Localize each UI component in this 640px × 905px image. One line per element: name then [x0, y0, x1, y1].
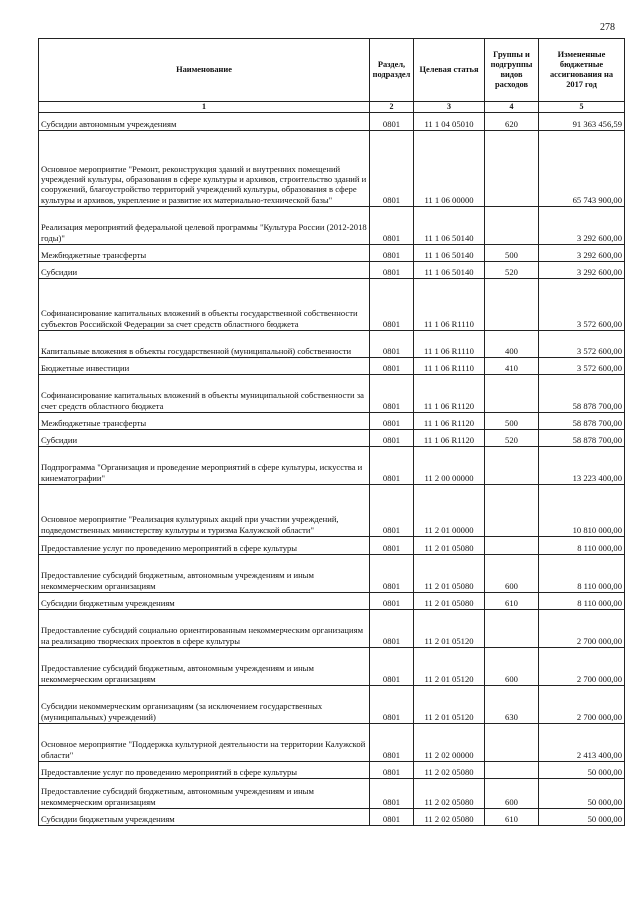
- column-number: 4: [485, 102, 539, 113]
- table-row: [39, 262, 625, 279]
- row-group: 600: [485, 555, 539, 593]
- row-section: 0801: [370, 648, 414, 686]
- row-amount: 50 000,00: [539, 809, 625, 826]
- table-row: [39, 762, 625, 779]
- row-amount: 65 743 900,00: [539, 131, 625, 207]
- row-article: 11 1 06 R1120: [414, 413, 485, 430]
- row-section: 0801: [370, 724, 414, 762]
- row-section: 0801: [370, 279, 414, 331]
- row-article: 11 2 02 05080: [414, 762, 485, 779]
- row-article: 11 2 01 05080: [414, 593, 485, 610]
- row-name: Межбюджетные трансферты: [39, 245, 370, 262]
- row-article: 11 2 02 05080: [414, 779, 485, 809]
- row-name: Субсидии: [39, 430, 370, 447]
- row-amount: 2 700 000,00: [539, 648, 625, 686]
- row-amount: 50 000,00: [539, 762, 625, 779]
- row-section: 0801: [370, 430, 414, 447]
- row-group: [485, 447, 539, 485]
- row-group: 500: [485, 245, 539, 262]
- row-article: 11 1 06 00000: [414, 131, 485, 207]
- row-article: 11 1 06 50140: [414, 207, 485, 245]
- header-article: Целевая статья: [414, 39, 485, 102]
- header-groups: Группы и подгруппы видов расходов: [485, 39, 539, 102]
- row-group: [485, 375, 539, 413]
- row-name: Основное мероприятие "Поддержка культурной деятельности на территории Калужской области": [39, 724, 370, 762]
- row-section: 0801: [370, 686, 414, 724]
- row-article: 11 2 00 00000: [414, 447, 485, 485]
- row-article: 11 1 06 R1110: [414, 358, 485, 375]
- column-number-row: [39, 102, 625, 113]
- row-name: Основное мероприятие "Ремонт, реконструкция зданий и внутренних помещений учреждений культуры, образования в сфере культуры и архивов, строительство зданий и сооружений, благоустройство территорий учреждений культуры, образования в сфере культуры и архивов, укрепление и развитие их материально-технической базы": [39, 131, 370, 207]
- table-row: [39, 430, 625, 447]
- row-name: Предоставление субсидий социально ориентированным некоммерческим организациям на реализацию творческих проектов в сфере культуры: [39, 610, 370, 648]
- row-amount: 2 700 000,00: [539, 610, 625, 648]
- row-group: 500: [485, 413, 539, 430]
- row-name: Межбюджетные трансферты: [39, 413, 370, 430]
- row-group: [485, 207, 539, 245]
- row-group: 620: [485, 113, 539, 131]
- row-amount: 2 413 400,00: [539, 724, 625, 762]
- row-article: 11 2 01 05080: [414, 555, 485, 593]
- table-row: [39, 279, 625, 331]
- row-amount: 58 878 700,00: [539, 375, 625, 413]
- row-section: 0801: [370, 537, 414, 555]
- table-row: [39, 413, 625, 430]
- table-row: [39, 686, 625, 724]
- row-article: 11 1 06 R1120: [414, 430, 485, 447]
- page-number: 278: [600, 22, 615, 33]
- row-group: 520: [485, 262, 539, 279]
- table-row: [39, 447, 625, 485]
- row-amount: 8 110 000,00: [539, 537, 625, 555]
- row-section: 0801: [370, 113, 414, 131]
- row-amount: 10 810 000,00: [539, 485, 625, 537]
- row-name: Предоставление услуг по проведению мероприятий в сфере культуры: [39, 762, 370, 779]
- row-name: Субсидии бюджетным учреждениям: [39, 809, 370, 826]
- row-name: Капитальные вложения в объекты государственной (муниципальной) собственности: [39, 331, 370, 358]
- row-section: 0801: [370, 262, 414, 279]
- table-row: [39, 245, 625, 262]
- row-article: 11 2 01 00000: [414, 485, 485, 537]
- row-name: Софинансирование капитальных вложений в объекты муниципальной собственности за счет средств областного бюджета: [39, 375, 370, 413]
- row-article: 11 1 06 R1110: [414, 279, 485, 331]
- table-row: [39, 207, 625, 245]
- row-article: 11 2 01 05080: [414, 537, 485, 555]
- table-row: [39, 375, 625, 413]
- column-number: 2: [370, 102, 414, 113]
- row-name: Предоставление субсидий бюджетным, автономным учреждениям и иным некоммерческим организациям: [39, 779, 370, 809]
- row-name: Основное мероприятие "Реализация культурных акций при участии учреждений, подведомственных министерству культуры и туризма Калужской области": [39, 485, 370, 537]
- row-article: 11 1 06 50140: [414, 245, 485, 262]
- row-section: 0801: [370, 413, 414, 430]
- row-section: 0801: [370, 207, 414, 245]
- row-amount: 58 878 700,00: [539, 430, 625, 447]
- row-amount: 50 000,00: [539, 779, 625, 809]
- row-article: 11 2 02 00000: [414, 724, 485, 762]
- row-section: 0801: [370, 331, 414, 358]
- table-row: [39, 809, 625, 826]
- row-group: 600: [485, 648, 539, 686]
- row-name: Предоставление субсидий бюджетным, автономным учреждениям и иным некоммерческим организациям: [39, 555, 370, 593]
- row-section: 0801: [370, 779, 414, 809]
- row-section: 0801: [370, 131, 414, 207]
- table-header-row: [39, 39, 625, 102]
- row-section: 0801: [370, 447, 414, 485]
- row-group: [485, 131, 539, 207]
- row-group: 610: [485, 593, 539, 610]
- row-name: Предоставление субсидий бюджетным, автономным учреждениям и иным некоммерческим организациям: [39, 648, 370, 686]
- row-amount: 8 110 000,00: [539, 555, 625, 593]
- column-number: 1: [39, 102, 370, 113]
- row-name: Реализация мероприятий федеральной целевой программы "Культура России (2012-2018 годы)": [39, 207, 370, 245]
- row-group: [485, 762, 539, 779]
- row-amount: 91 363 456,59: [539, 113, 625, 131]
- row-section: 0801: [370, 245, 414, 262]
- table-row: [39, 724, 625, 762]
- table-row: [39, 358, 625, 375]
- table-row: [39, 555, 625, 593]
- row-group: [485, 724, 539, 762]
- row-article: 11 1 06 R1110: [414, 331, 485, 358]
- row-name: Субсидии некоммерческим организациям (за исключением государственных (муниципальных) учреждений): [39, 686, 370, 724]
- table-row: [39, 779, 625, 809]
- row-amount: 3 572 600,00: [539, 358, 625, 375]
- row-section: 0801: [370, 375, 414, 413]
- row-section: 0801: [370, 593, 414, 610]
- row-article: 11 1 06 R1120: [414, 375, 485, 413]
- row-article: 11 1 04 05010: [414, 113, 485, 131]
- row-article: 11 2 01 05120: [414, 648, 485, 686]
- table-row: [39, 113, 625, 131]
- row-group: [485, 537, 539, 555]
- row-name: Софинансирование капитальных вложений в объекты государственной собственности субъектов Российской Федерации за счет средств областного бюджета: [39, 279, 370, 331]
- table-row: [39, 648, 625, 686]
- row-article: 11 2 01 05120: [414, 610, 485, 648]
- row-amount: 3 572 600,00: [539, 279, 625, 331]
- row-section: 0801: [370, 809, 414, 826]
- row-article: 11 2 02 05080: [414, 809, 485, 826]
- row-section: 0801: [370, 610, 414, 648]
- row-amount: 3 572 600,00: [539, 331, 625, 358]
- row-section: 0801: [370, 555, 414, 593]
- row-group: [485, 485, 539, 537]
- row-amount: 8 110 000,00: [539, 593, 625, 610]
- row-group: 410: [485, 358, 539, 375]
- row-article: 11 1 06 50140: [414, 262, 485, 279]
- row-amount: 58 878 700,00: [539, 413, 625, 430]
- table-row: [39, 331, 625, 358]
- column-number: 5: [539, 102, 625, 113]
- row-name: Подпрограмма "Организация и проведение мероприятий в сфере культуры, искусства и кинематографии": [39, 447, 370, 485]
- table-row: [39, 485, 625, 537]
- row-amount: 2 700 000,00: [539, 686, 625, 724]
- table-row: [39, 537, 625, 555]
- row-group: 600: [485, 779, 539, 809]
- column-number: 3: [414, 102, 485, 113]
- table-row: [39, 131, 625, 207]
- row-article: 11 2 01 05120: [414, 686, 485, 724]
- row-name: Субсидии: [39, 262, 370, 279]
- row-group: 610: [485, 809, 539, 826]
- row-section: 0801: [370, 485, 414, 537]
- header-amount: Измененные бюджетные ассигнования на 2017 год: [539, 39, 625, 102]
- row-amount: 3 292 600,00: [539, 245, 625, 262]
- row-amount: 3 292 600,00: [539, 262, 625, 279]
- row-group: 400: [485, 331, 539, 358]
- row-name: Предоставление услуг по проведению мероприятий в сфере культуры: [39, 537, 370, 555]
- row-group: 520: [485, 430, 539, 447]
- row-group: [485, 279, 539, 331]
- row-group: [485, 610, 539, 648]
- table-row: [39, 593, 625, 610]
- row-name: Бюджетные инвестиции: [39, 358, 370, 375]
- row-amount: 13 223 400,00: [539, 447, 625, 485]
- row-group: 630: [485, 686, 539, 724]
- budget-table: [38, 38, 625, 826]
- row-section: 0801: [370, 762, 414, 779]
- row-name: Субсидии бюджетным учреждениям: [39, 593, 370, 610]
- row-section: 0801: [370, 358, 414, 375]
- header-section: Раздел, подраздел: [370, 39, 414, 102]
- row-amount: 3 292 600,00: [539, 207, 625, 245]
- row-name: Субсидии автономным учреждениям: [39, 113, 370, 131]
- header-name: Наименование: [39, 39, 370, 102]
- table-row: [39, 610, 625, 648]
